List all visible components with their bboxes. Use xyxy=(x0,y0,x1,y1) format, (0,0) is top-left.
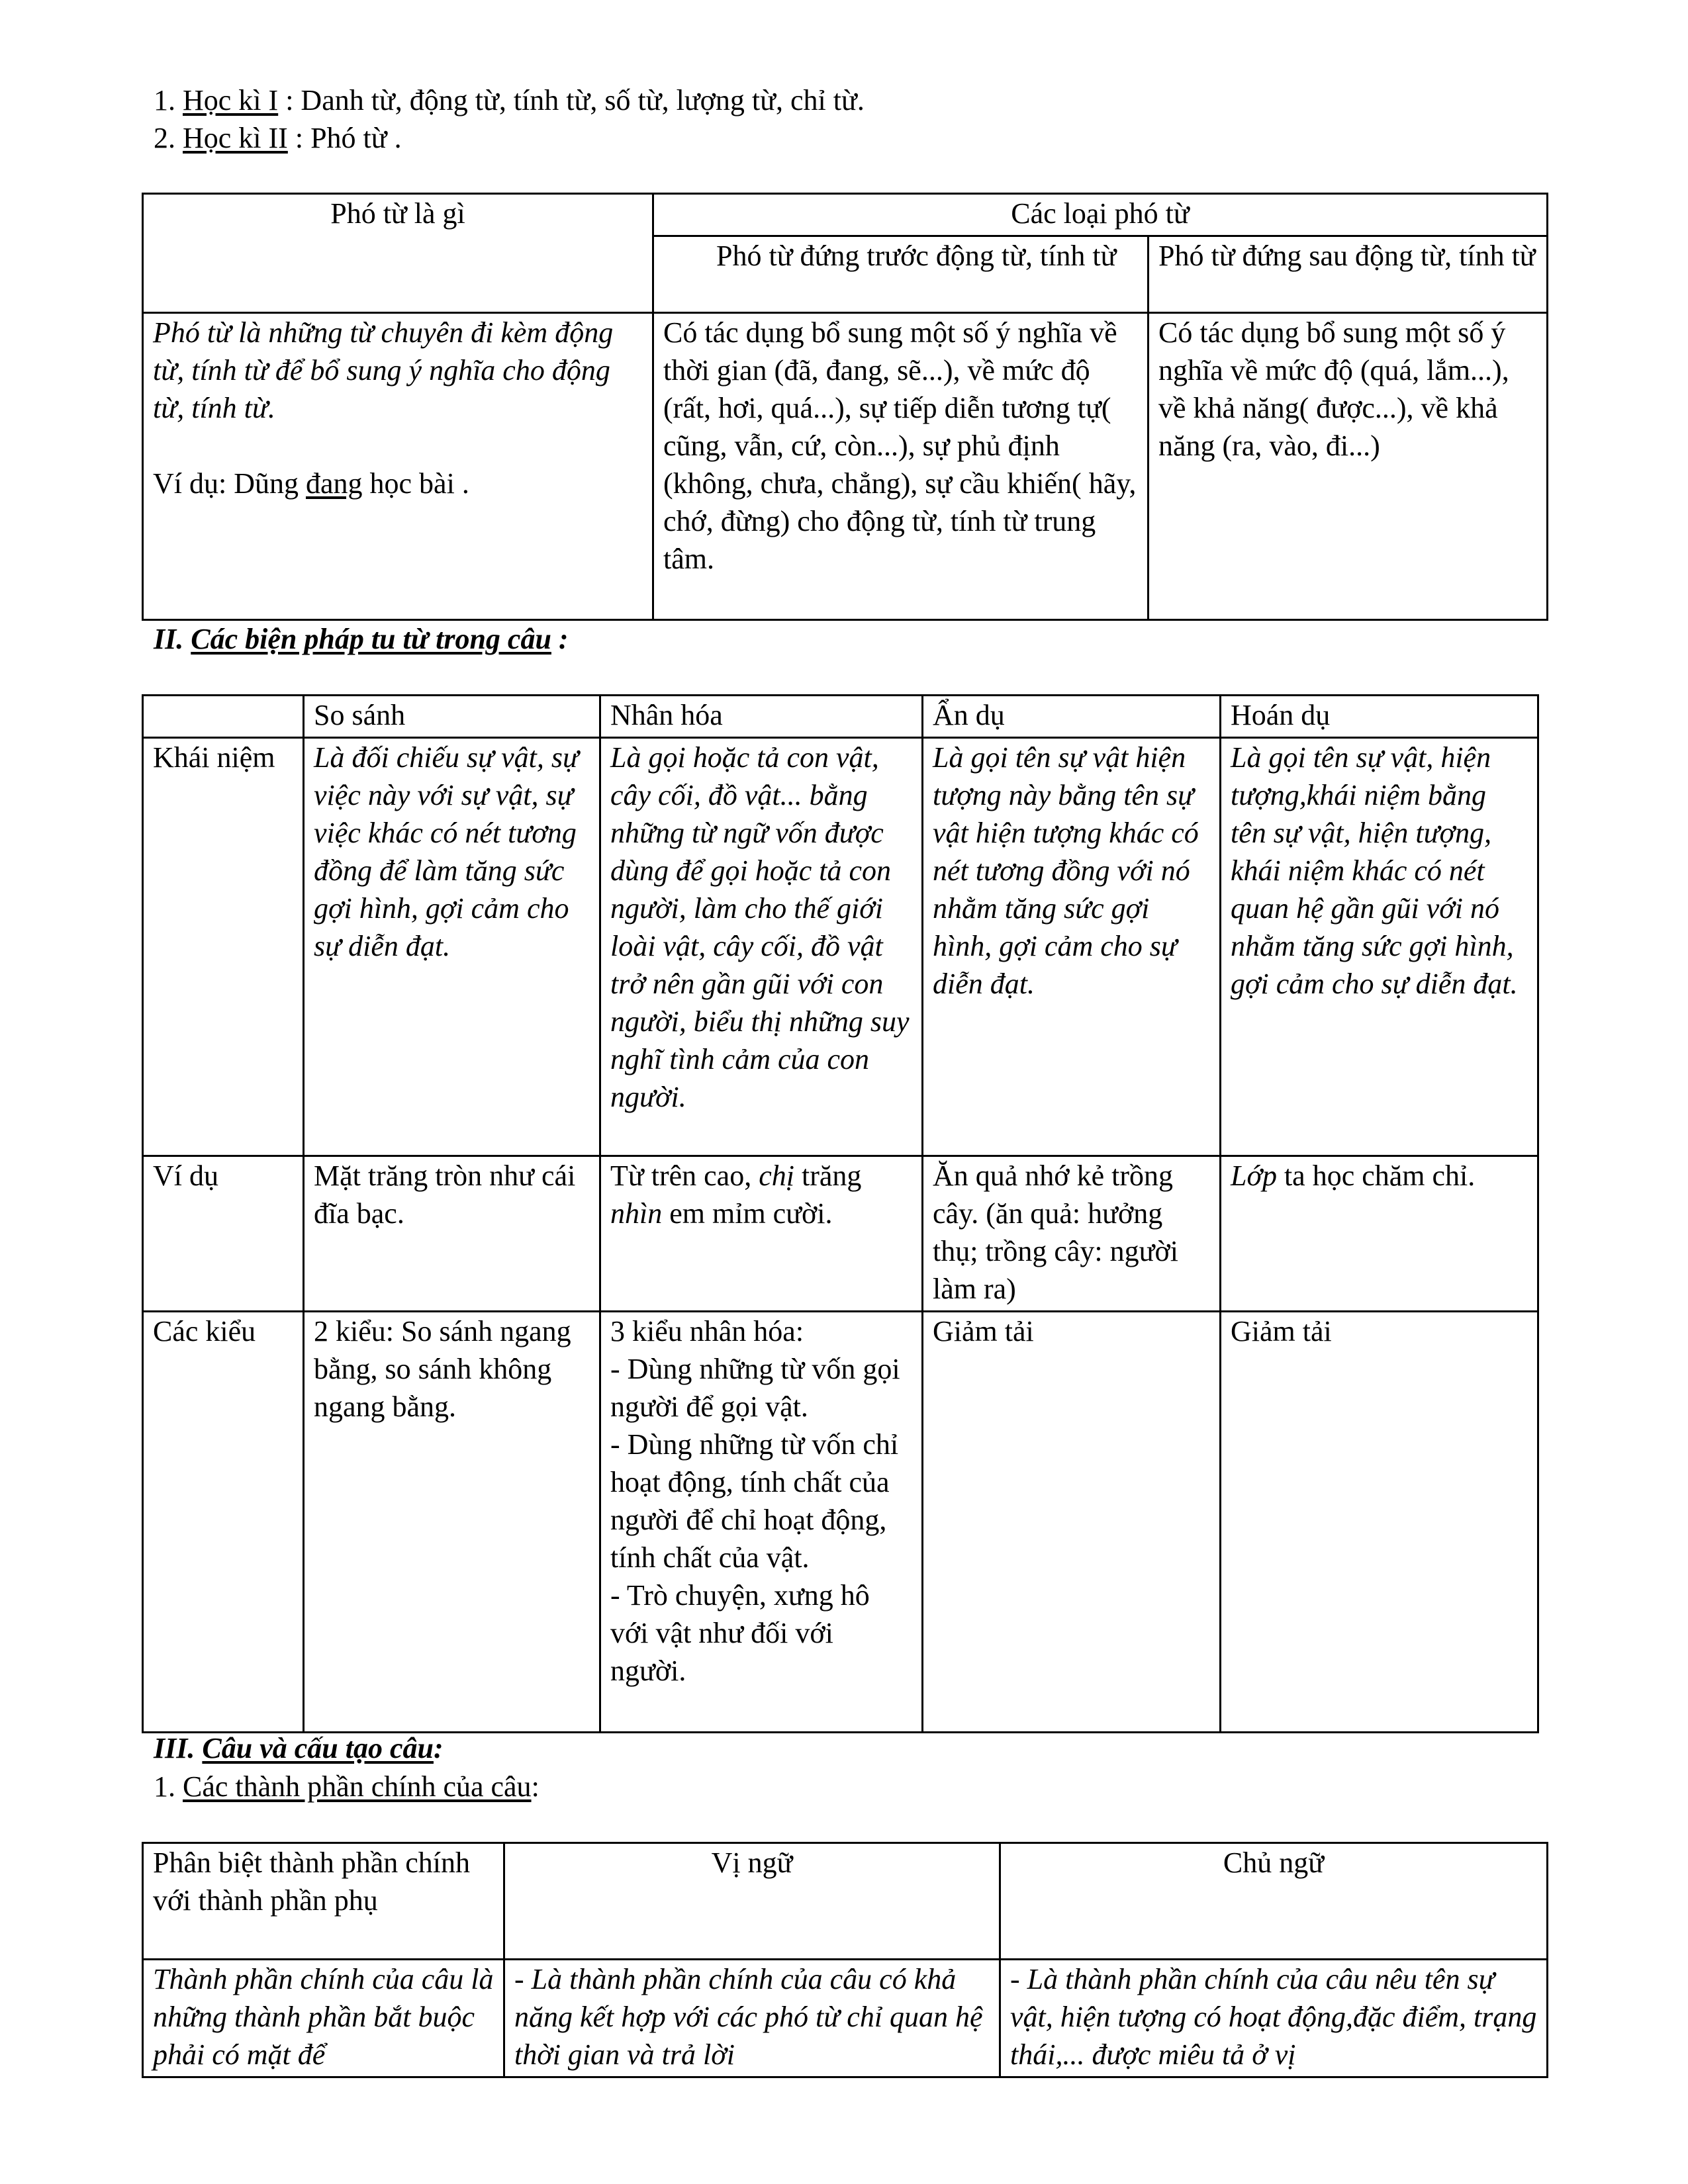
rhetoric-concept-sosanh: Là đối chiếu sự vật, sự việc này với sự vật, sự việc khác có nét tương đồng để làm tăng sức gợi hình, gợi cảm cho sự diễn đạt. xyxy=(304,738,600,1156)
rhetoric-header-sosanh: So sánh xyxy=(304,696,600,738)
section-2-heading xyxy=(154,621,569,658)
rhetoric-example-hoandu xyxy=(1221,1156,1538,1312)
adverb-header-types: Các loại phó từ xyxy=(653,194,1548,236)
section-3-title: Câu và cấu tạo câu xyxy=(202,1732,434,1764)
types-nhanhoa-line-1: 3 kiểu nhân hóa: xyxy=(610,1315,804,1347)
section-2-title: Các biện pháp tu từ trong câu xyxy=(191,623,551,655)
adverb-sub-after: Phó từ đứng sau động từ, tính từ xyxy=(1149,236,1548,313)
ex-nhanhoa-part-1: Từ trên cao, xyxy=(610,1160,759,1192)
intro-line-2 xyxy=(154,120,402,157)
adverb-definition-cell xyxy=(143,313,653,620)
rhetoric-header-andu: Ẩn dụ xyxy=(923,696,1221,738)
intro-line-2-num: 2. xyxy=(154,122,183,154)
sentence-header-diff: Phân biệt thành phần chính với thành phần phụ xyxy=(143,1843,504,1960)
adverb-header-what: Phó từ là gì xyxy=(143,194,653,313)
adverb-definition: Phó từ là những từ chuyên đi kèm động từ, tính từ để bổ sung ý nghĩa cho động từ, tính từ. xyxy=(153,316,614,424)
intro-line-2-text: : Phó từ . xyxy=(287,122,402,154)
sentence-row1-diff: Thành phần chính của câu là những thành phần bắt buộc phải có mặt để xyxy=(143,1960,504,2077)
rhetoric-types-sosanh: 2 kiểu: So sánh ngang bằng, so sánh không ngang bằng. xyxy=(304,1312,600,1733)
rhetoric-types-andu: Giảm tải xyxy=(923,1312,1221,1733)
rhetoric-types-label: Các kiểu xyxy=(143,1312,304,1733)
section-3-heading xyxy=(154,1730,444,1767)
subsection-1-title: Các thành phần chính của câu xyxy=(183,1770,532,1803)
section-3-num: III. xyxy=(154,1732,203,1764)
adverb-table xyxy=(142,193,1548,621)
rhetoric-concept-nhanhoa: Là gọi hoặc tả con vật, cây cối, đồ vật... bằng những từ ngữ vốn được dùng để gọi hoặc tả con người, làm cho thế giới loài vật, cây cối, đồ vật trở nên gần gũi với con người, biểu thị những suy nghĩ tình cảm của con người. xyxy=(600,738,923,1156)
adverb-example-prefix: Ví dụ: Dũng xyxy=(153,467,306,500)
ex-hoandu-part-1: Lớp xyxy=(1231,1160,1277,1192)
adverb-after-text: Có tác dụng bổ sung một số ý nghĩa về mức độ (quá, lắm...), về khả năng( được...), về khả năng (ra, vào, đi...) xyxy=(1149,313,1548,620)
adverb-example-word: đang xyxy=(306,467,363,500)
sentence-row1-predicate: - Là thành phần chính của câu có khả năng kết hợp với các phó từ chỉ quan hệ thời gian và trả lời xyxy=(504,1960,1000,2077)
sentence-row1-subject: - Là thành phần chính của câu nêu tên sự vật, hiện tượng có hoạt động,đặc điểm, trạng thái,... được miêu tả ở vị xyxy=(1000,1960,1548,2077)
rhetoric-concept-label: Khái niệm xyxy=(143,738,304,1156)
ex-nhanhoa-part-5: em mỉm cười. xyxy=(662,1197,833,1230)
sentence-header-predicate: Vị ngữ xyxy=(504,1843,1000,1960)
section-2-suffix: : xyxy=(551,623,569,655)
intro-line-1-text: : Danh từ, động từ, tính từ, số từ, lượng từ, chỉ từ. xyxy=(278,84,865,116)
intro-line-1-label: Học kì I xyxy=(183,84,279,116)
rhetoric-example-andu: Ăn quả nhớ kẻ trồng cây. (ăn quả: hưởng thụ; trồng cây: người làm ra) xyxy=(923,1156,1221,1312)
intro-line-2-label: Học kì II xyxy=(183,122,288,154)
subsection-1-num: 1. xyxy=(154,1770,183,1803)
rhetoric-header-hoandu: Hoán dụ xyxy=(1221,696,1538,738)
types-nhanhoa-line-2: - Dùng những từ vốn gọi người để gọi vật. xyxy=(610,1353,900,1423)
rhetoric-table xyxy=(142,694,1539,1733)
intro-line-1 xyxy=(154,82,865,119)
ex-nhanhoa-part-3: trăng xyxy=(794,1160,862,1192)
rhetoric-header-nhanhoa: Nhân hóa xyxy=(600,696,923,738)
adverb-before-text: Có tác dụng bổ sung một số ý nghĩa về thời gian (đã, đang, sẽ...), về mức độ (rất, hơi, quá...), sự tiếp diễn tương tự( cũng, vẫn, cứ, còn...), sự phủ định (không, chưa, chẳng), sự cầu khiến( hãy, chớ, đừng) cho động từ, tính từ trung tâm. xyxy=(653,313,1149,620)
types-nhanhoa-line-4: - Trò chuyện, xưng hô với vật như đối với người. xyxy=(610,1579,870,1687)
rhetoric-header-empty xyxy=(143,696,304,738)
rhetoric-types-nhanhoa xyxy=(600,1312,923,1733)
subsection-1-heading xyxy=(154,1768,539,1805)
sentence-table xyxy=(142,1842,1548,2078)
intro-line-1-num: 1. xyxy=(154,84,183,116)
rhetoric-concept-hoandu: Là gọi tên sự vật, hiện tượng,khái niệm bằng tên sự vật, hiện tượng, khái niệm khác có nét quan hệ gần gũi với nó nhằm tăng sức gợi hình, gợi cảm cho sự diễn đạt. xyxy=(1221,738,1538,1156)
rhetoric-example-label: Ví dụ xyxy=(143,1156,304,1312)
ex-nhanhoa-part-2: chị xyxy=(759,1160,794,1192)
ex-hoandu-part-2: ta học chăm chỉ. xyxy=(1276,1160,1476,1192)
section-2-num: II. xyxy=(154,623,191,655)
adverb-example-suffix: học bài . xyxy=(362,467,469,500)
rhetoric-concept-andu: Là gọi tên sự vật hiện tượng này bằng tên sự vật hiện tượng khác có nét tương đồng với nó nhằm tăng sức gợi hình, gợi cảm cho sự diễn đạt. xyxy=(923,738,1221,1156)
rhetoric-example-sosanh: Mặt trăng tròn như cái đĩa bạc. xyxy=(304,1156,600,1312)
subsection-1-suffix: : xyxy=(531,1770,539,1803)
adverb-sub-before: Phó từ đứng trước động từ, tính từ xyxy=(653,236,1149,313)
rhetoric-example-nhanhoa xyxy=(600,1156,923,1312)
sentence-header-subject: Chủ ngữ xyxy=(1000,1843,1548,1960)
adverb-example xyxy=(153,465,643,502)
section-3-suffix: : xyxy=(433,1732,444,1764)
rhetoric-types-hoandu: Giảm tải xyxy=(1221,1312,1538,1733)
ex-nhanhoa-part-4: nhìn xyxy=(610,1197,663,1230)
types-nhanhoa-line-3: - Dùng những từ vốn chỉ hoạt động, tính chất của người để chỉ hoạt động, tính chất của vật. xyxy=(610,1428,899,1574)
